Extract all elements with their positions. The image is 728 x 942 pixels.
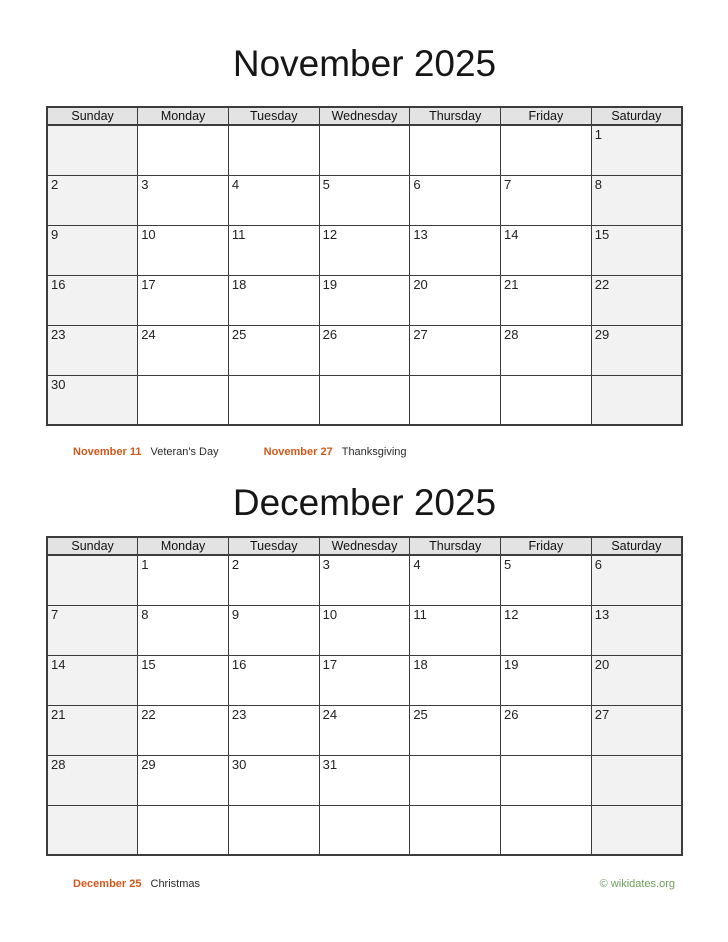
weekday-header: Friday [501, 537, 592, 555]
empty-cell [47, 125, 138, 175]
empty-cell [138, 125, 229, 175]
weekday-header: Thursday [410, 537, 501, 555]
empty-cell [228, 125, 319, 175]
week-row [47, 275, 682, 325]
week-row [47, 555, 682, 605]
weekday-header: Wednesday [319, 537, 410, 555]
day-cell: 7 [501, 175, 592, 225]
weekday-header: Tuesday [228, 537, 319, 555]
empty-cell [47, 805, 138, 855]
holiday-row-november [73, 445, 683, 459]
day-cell: 20 [591, 655, 682, 705]
day-cell: 13 [410, 225, 501, 275]
day-cell: 19 [501, 655, 592, 705]
day-cell: 14 [47, 655, 138, 705]
day-cell: 6 [591, 555, 682, 605]
day-cell: 21 [501, 275, 592, 325]
empty-cell [501, 755, 592, 805]
weekday-header: Thursday [410, 107, 501, 125]
weekday-header-row [47, 107, 682, 125]
weekday-header: Tuesday [228, 107, 319, 125]
day-cell: 12 [501, 605, 592, 655]
day-cell: 8 [591, 175, 682, 225]
calendar-table-december [46, 536, 683, 856]
day-cell: 28 [501, 325, 592, 375]
weekday-header: Monday [138, 537, 229, 555]
day-cell: 14 [501, 225, 592, 275]
empty-cell [319, 125, 410, 175]
weekday-header: Sunday [47, 537, 138, 555]
weekday-header: Sunday [47, 107, 138, 125]
day-cell: 22 [591, 275, 682, 325]
day-cell: 21 [47, 705, 138, 755]
day-cell: 5 [319, 175, 410, 225]
day-cell: 2 [228, 555, 319, 605]
day-cell: 7 [47, 605, 138, 655]
footer [46, 877, 683, 891]
day-cell: 8 [138, 605, 229, 655]
day-cell: 16 [228, 655, 319, 705]
empty-cell [319, 805, 410, 855]
day-cell: 4 [410, 555, 501, 605]
week-row [47, 175, 682, 225]
empty-cell [591, 375, 682, 425]
day-cell: 29 [591, 325, 682, 375]
copyright-link[interactable]: © wikidates.org [599, 878, 675, 890]
day-cell: 16 [47, 275, 138, 325]
day-cell: 29 [138, 755, 229, 805]
day-cell: 11 [410, 605, 501, 655]
weekday-header-row [47, 537, 682, 555]
empty-cell [138, 375, 229, 425]
empty-cell [501, 125, 592, 175]
week-row [47, 375, 682, 425]
day-cell: 23 [47, 325, 138, 375]
holiday-item [73, 878, 200, 890]
week-row [47, 655, 682, 705]
day-cell: 30 [228, 755, 319, 805]
holiday-item [264, 446, 407, 458]
day-cell: 18 [228, 275, 319, 325]
day-cell: 12 [319, 225, 410, 275]
day-cell: 9 [228, 605, 319, 655]
day-cell: 6 [410, 175, 501, 225]
empty-cell [591, 805, 682, 855]
day-cell: 28 [47, 755, 138, 805]
day-cell: 17 [138, 275, 229, 325]
week-row [47, 325, 682, 375]
weekday-header: Wednesday [319, 107, 410, 125]
weekday-header: Saturday [591, 107, 682, 125]
day-cell: 31 [319, 755, 410, 805]
day-cell: 15 [591, 225, 682, 275]
day-cell: 24 [138, 325, 229, 375]
empty-cell [501, 805, 592, 855]
day-cell: 27 [410, 325, 501, 375]
day-cell: 11 [228, 225, 319, 275]
day-cell: 3 [319, 555, 410, 605]
day-cell: 15 [138, 655, 229, 705]
day-cell: 10 [319, 605, 410, 655]
holiday-date: November 27 [263, 446, 333, 458]
empty-cell [228, 805, 319, 855]
week-row [47, 605, 682, 655]
holiday-name: Thanksgiving [341, 446, 407, 458]
day-cell: 22 [138, 705, 229, 755]
day-cell: 5 [501, 555, 592, 605]
holiday-date: December 25 [73, 878, 142, 890]
day-cell: 25 [228, 325, 319, 375]
empty-cell [410, 755, 501, 805]
empty-cell [591, 755, 682, 805]
empty-cell [47, 555, 138, 605]
day-cell: 26 [319, 325, 410, 375]
calendar-table-november [46, 106, 683, 426]
day-cell: 17 [319, 655, 410, 705]
day-cell: 1 [591, 125, 682, 175]
day-cell: 20 [410, 275, 501, 325]
month-title-november: November 2025 [232, 43, 497, 84]
holiday-item [73, 446, 219, 458]
holiday-row-december [73, 877, 245, 891]
empty-cell [228, 375, 319, 425]
week-row [47, 125, 682, 175]
day-cell: 30 [47, 375, 138, 425]
day-cell: 1 [138, 555, 229, 605]
empty-cell [410, 375, 501, 425]
holiday-name: Christmas [150, 878, 201, 890]
day-cell: 27 [591, 705, 682, 755]
day-cell: 9 [47, 225, 138, 275]
week-row [47, 225, 682, 275]
day-cell: 4 [228, 175, 319, 225]
empty-cell [138, 805, 229, 855]
day-cell: 3 [138, 175, 229, 225]
weekday-header: Saturday [591, 537, 682, 555]
week-row [47, 705, 682, 755]
day-cell: 13 [591, 605, 682, 655]
week-row [47, 755, 682, 805]
day-cell: 2 [47, 175, 138, 225]
holiday-date: November 11 [73, 446, 142, 458]
day-cell: 19 [319, 275, 410, 325]
day-cell: 25 [410, 705, 501, 755]
day-cell: 23 [228, 705, 319, 755]
day-cell: 10 [138, 225, 229, 275]
empty-cell [410, 125, 501, 175]
weekday-header: Monday [138, 107, 229, 125]
month-title-december: December 2025 [232, 482, 497, 523]
day-cell: 26 [501, 705, 592, 755]
holiday-name: Veteran's Day [150, 446, 219, 458]
weekday-header: Friday [501, 107, 592, 125]
empty-cell [410, 805, 501, 855]
day-cell: 18 [410, 655, 501, 705]
day-cell: 24 [319, 705, 410, 755]
week-row [47, 805, 682, 855]
empty-cell [319, 375, 410, 425]
empty-cell [501, 375, 592, 425]
